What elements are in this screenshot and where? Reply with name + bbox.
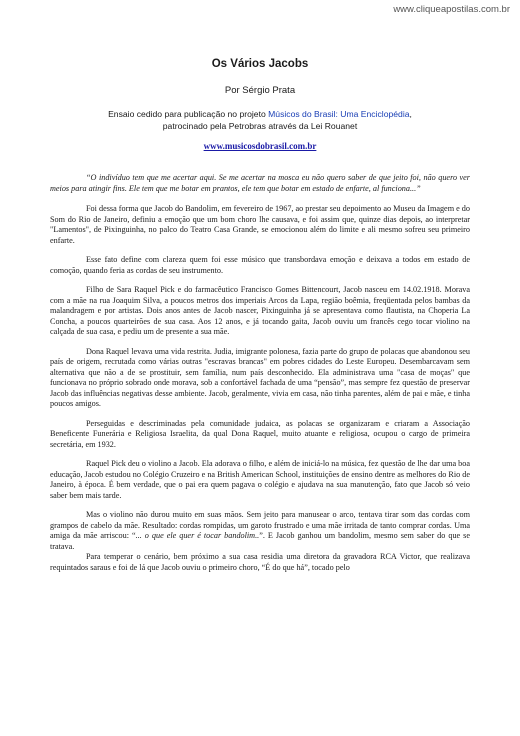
paragraph-text: ”. E Jacob ganhou um bandolim, mesmo sem saber do que se tratava. — [50, 531, 470, 551]
essay-note-prefix: Ensaio cedido para publicação no projeto — [108, 109, 269, 119]
document-page — [50, 58, 470, 582]
body-paragraph: Filho de Sara Raquel Pick e do farmacêutico Francisco Gomes Bittencourt, Jacob nasceu em 14.02.1918. Morava com a mãe na rua Joaquim Silva, a poucos metros dos imperiais Arcos da Lapa, região boêmia, freqüentada pelos bambas da malandragem e por artistas. Dois anos antes de Jacob nascer, Pixinguinha já se apresentava como flautista, na Choperia La Concha, a poucos quarteirões de sua casa. Aos 12 anos, e já tocando gaita, Jacob ouviu um francês cego tocar violino na calçada de sua casa, e pediu um de presente a sua mãe. — [50, 285, 470, 336]
project-link[interactable]: Músicos do Brasil: Uma Enciclopédia — [268, 109, 410, 119]
essay-body — [50, 173, 470, 573]
essay-note-line-1 — [50, 108, 470, 120]
body-paragraph: Esse fato define com clareza quem foi esse músico que transbordava emoção e deixava a todos em estado de comoção, quando feria as cordas de seu instrumento. — [50, 255, 470, 275]
quoted-remark: ... o que ele quer é tocar bandolim.. — [135, 531, 260, 540]
essay-note — [50, 108, 470, 132]
paragraph-text: Mas o violino não durou muito em suas mãos. Sem jeito para manusear o arco, tentava tirar som das cordas com grampos de cabelo da mãe. Resultado: cordas rompidas, um garoto frustrado e uma mãe irritada de tanto comprar cordas. Uma amiga da mãe arriscou: “ — [50, 510, 470, 540]
musicos-site-link[interactable]: www.musicosdobrasil.com.br — [203, 141, 317, 151]
document-title: Os Vários Jacobs — [211, 58, 309, 70]
author-line: Por Sérgio Prata — [224, 85, 296, 96]
body-paragraph: Foi dessa forma que Jacob do Bandolim, em fevereiro de 1967, ao prestar seu depoimento ao Museu da Imagem e do Som do Rio de Janeiro, definiu a emoção que um bom choro lhe causava, e foi assim que, quinze dias depois, ao interpretar "Lamentos", de Pixinguinha, no palco do Teatro Casa Grande, se emocionou além do limite e ali mesmo sofreu seu primeiro enfarte. — [50, 204, 470, 245]
body-paragraph: Raquel Pick deu o violino a Jacob. Ela adorava o filho, e além de iniciá-lo na música, fez questão de lhe dar uma boa educação, Jacob estudou no Colégio Cruzeiro e na British American School, instituições de ensino dentre as melhores do Rio de Janeiro, à época. É bem verdade, que o pai era quem pagava o colégio e ajudava na sua manutenção, fato que Jacob só veio saber bem mais tarde. — [50, 459, 470, 500]
body-paragraph — [50, 510, 470, 552]
essay-note-suffix: , — [409, 109, 412, 119]
body-paragraph: Para temperar o cenário, bem próximo a sua casa residia uma diretora da gravadora RCA Victor, que realizava requintados saraus e foi de lá que Jacob ouviu o primeiro choro, “É do que há”, tocado pelo — [50, 552, 470, 572]
essay-note-line-2: patrocinado pela Petrobras através da Lei Rouanet — [162, 121, 358, 131]
body-paragraph: Perseguidas e descriminadas pela comunidade judaica, as polacas se organizaram e criaram a Associação Beneficente Funerária e Religiosa Israelita, da qual Dona Raquel, muito atuante e religiosa, ocupou o cargo de primeira secretária, em 1932. — [50, 418, 470, 449]
site-link-line — [50, 141, 470, 151]
opening-quote: “O indivíduo tem que me acertar aqui. Se me acertar na mosca eu não quero saber de que jeito foi, não quero ver meios para atingir fins. Ele tem que me botar em prantos, ele tem que botar em estado de enfarte, al funciona...” — [50, 173, 470, 193]
body-paragraph: Dona Raquel levava uma vida restrita. Judia, imigrante polonesa, fazia parte do grupo de polacas que abandonou seu país de origem, recrutada como várias outras "escravas brancas" em pobres cidades do Leste Europeu. Desembarcavam sem alternativa que não a de se prostituir, sem família, num país desconhecido. Ela administrava uma "casa de moças" que funcionava no próprio sobrado onde morava, sob a confortável fachada de uma “pensão”, mas sempre fez questão de preservar Jacob das influências negativas desse ambiente. Jacob, geralmente, vivia em casa, não tinha parentes, além de pai e mãe, e tinha poucos amigos. — [50, 346, 470, 408]
site-url-link[interactable]: www.cliqueapostilas.com.br — [393, 4, 510, 15]
